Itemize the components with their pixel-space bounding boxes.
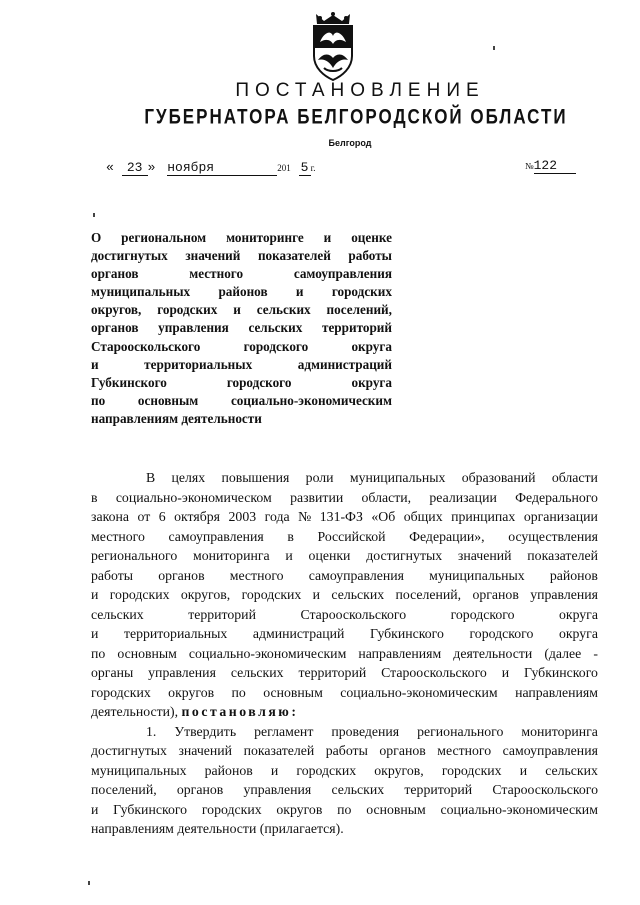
number-prefix: № [525, 161, 534, 171]
body-line: сельских территорий Старооскольского городского округа [91, 606, 598, 622]
body-line-text: деятельности), [91, 704, 179, 719]
body-line: и территориальных администраций Губкинского городского округа [91, 626, 598, 641]
body-line: направлениям деятельности (прилагается). [91, 821, 344, 836]
date-year-suffix: г. [310, 163, 316, 173]
body-line: городских округов по основным социально-экономическим направлениям [91, 684, 598, 700]
scan-speck [93, 213, 95, 217]
subject-line: направлениям деятельности [91, 410, 262, 426]
body-line: по основным социально-экономическим направлениям деятельности (далее - [91, 645, 598, 661]
subject-line: Губкинского городского округа [91, 374, 392, 390]
scan-speck [493, 46, 495, 50]
document-title: ПОСТАНОВЛЕНИЕ [235, 80, 485, 101]
date-year-prefix: 201 [277, 163, 291, 173]
body-line: поселений, органов управления сельских территорий Старооскольского [91, 782, 598, 797]
body-line: и городских округов, городских и сельских поселений, органов управления [91, 587, 598, 602]
decree-subject [91, 229, 392, 428]
subject-line: О региональном мониторинге и оценке [91, 230, 392, 245]
belgorod-coat-of-arms-emblem [304, 12, 362, 84]
body-line: закона от 6 октября 2003 года № 131-ФЗ «Об общих принципах организации [91, 509, 598, 524]
body-line: муниципальных районов и городских округов, городских и сельских [91, 762, 598, 778]
body-line: в социально-экономическом развитии области, реализации Федерального [91, 489, 598, 505]
scan-speck [88, 881, 90, 885]
body-line: достигнутых значений показателей работы органов местного самоуправления [91, 743, 598, 758]
subject-line: органов местного самоуправления [91, 266, 392, 282]
body-line: местного самоуправления в Российской Федерации», осуществления [91, 528, 598, 544]
body-line [91, 702, 598, 722]
decree-body [91, 468, 598, 839]
number-value: 122 [534, 158, 576, 174]
subject-line: достигнутых значений показателей работы [91, 248, 392, 264]
date-month: ноября [167, 160, 277, 176]
city-name: Белгород [328, 138, 372, 148]
subject-line: Старооскольского городского округа [91, 338, 392, 354]
body-line: органы управления сельских территорий Старооскольского и Губкинского [91, 665, 598, 680]
subject-line: по основным социально-экономическим [91, 392, 392, 408]
subject-line: округов, городских и сельских поселений, [91, 302, 392, 318]
decree-word: постановляю: [181, 704, 299, 719]
subject-line: органов управления сельских территорий [91, 320, 392, 336]
document-subtitle: ГУБЕРНАТОРА БЕЛГОРОДСКОЙ ОБЛАСТИ [144, 104, 568, 129]
decree-number [525, 158, 576, 174]
date-day: 23 [122, 160, 148, 176]
date-year-digit: 5 [299, 160, 311, 176]
date-quote-open: « [106, 160, 114, 175]
subject-line: и территориальных администраций [91, 356, 392, 372]
subject-line: муниципальных районов и городских [91, 284, 392, 300]
date-quote-close: » [147, 160, 156, 175]
body-line: регионального мониторинга и оценки достигнутых значений показателей [91, 548, 598, 563]
decree-date [106, 160, 316, 176]
body-line: работы органов местного самоуправления муниципальных районов [91, 567, 598, 583]
body-line: В целях повышения роли муниципальных образований области [146, 470, 598, 485]
body-line: и Губкинского городских округов по основным социально-экономическим [91, 801, 598, 817]
body-line: 1. Утвердить регламент проведения регионального мониторинга [146, 723, 598, 739]
